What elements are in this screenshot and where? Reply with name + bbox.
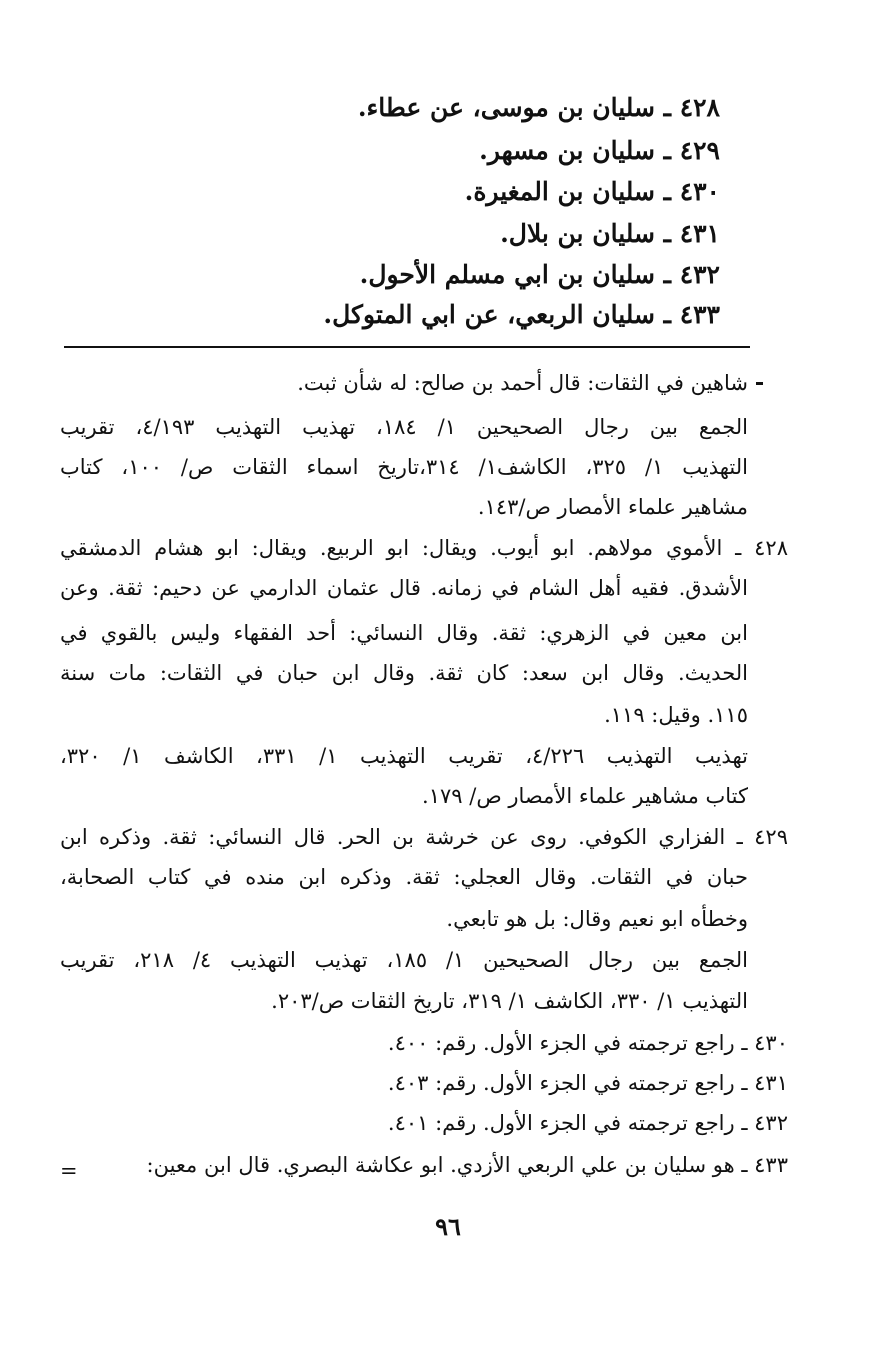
continuation-mark: = [60,1159,78,1183]
bullet-marker [756,382,763,385]
footnote-line: ١١٥. وقيل: ١١٩. [604,703,748,727]
footnote-line: الجمع بين رجال الصحيحين ١/ ١٨٤، تهذيب التهذيب ٤/١٩٣، تقريب [60,415,748,439]
footnote-line: التهذيب ١/ ٣٢٥، الكاشف١/ ٣١٤،تاريخ اسماء الثقات ص/ ١٠٠، كتاب [60,455,748,479]
entry-heading: ٤٣٠ ـ سليان بن المغيرة. [464,177,720,206]
footnote-line: الجمع بين رجال الصحيحين ١/ ١٨٥، تهذيب التهذيب ٤/ ٢١٨، تقريب [60,948,748,972]
entry-heading: ٤٣٢ ـ سليان بن ابي مسلم الأحول. [359,260,720,289]
footnote-line: الأشدق. فقيه أهل الشام في زمانه. قال عثمان الدارمي عن دحيم: ثقة. وعن [60,576,748,600]
footnote-entry-430: ٤٣٠ ـ راجع ترجمته في الجزء الأول. رقم: ٤٠٠. [387,1031,788,1055]
footnote-line: مشاهير علماء الأمصار ص/١٤٣. [477,495,748,519]
footnote-divider [64,346,750,348]
footnote-entry-433: ٤٣٣ ـ هو سليان بن علي الربعي الأزدي. ابو عكاشة البصري. قال ابن معين: [146,1153,788,1177]
footnote-line: شاهين في الثقات: قال أحمد بن صالح: له شأن ثبت. [297,371,748,395]
entry-heading: ٤٢٩ ـ سليان بن مسهر. [479,136,720,165]
footnote-line: الحديث. وقال ابن سعد: كان ثقة. وقال ابن حبان في الثقات: مات سنة [60,661,748,685]
footnote-line: كتاب مشاهير علماء الأمصار ص/ ١٧٩. [422,784,748,808]
footnote-line: وخطأه ابو نعيم وقال: بل هو تابعي. [446,907,748,931]
entry-heading: ٤٢٨ ـ سليان بن موسى، عن عطاء. [357,93,720,122]
footnote-line: حبان في الثقات. وقال العجلي: ثقة. وذكره ابن منده في كتاب الصحابة، [60,865,748,889]
footnote-line: تهذيب التهذيب ٤/٢٢٦، تقريب التهذيب ١/ ٣٣١، الكاشف ١/ ٣٢٠، [60,744,748,768]
footnote-line: التهذيب ١/ ٣٣٠، الكاشف ١/ ٣١٩، تاريخ الثقات ص/٢٠٣. [271,989,748,1013]
footnote-entry-431: ٤٣١ ـ راجع ترجمته في الجزء الأول. رقم: ٤٠٣. [387,1071,788,1095]
footnote-entry-432: ٤٣٢ ـ راجع ترجمته في الجزء الأول. رقم: ٤٠١. [387,1111,788,1135]
entry-heading: ٤٣١ ـ سليان بن بلال. [500,219,720,248]
entry-heading: ٤٣٣ ـ سليان الربعي، عن ابي المتوكل. [323,300,720,329]
page-number: ٩٦ [435,1212,461,1241]
footnote-entry-428: ٤٢٨ ـ الأموي مولاهم. ابو أيوب. ويقال: ابو الربيع. ويقال: ابو هشام الدمشقي [60,536,788,560]
footnote-line: ابن معين في الزهري: ثقة. وقال النسائي: أحد الفقهاء وليس بالقوي في [60,621,748,645]
footnote-entry-429: ٤٢٩ ـ الفزاري الكوفي. روى عن خرشة بن الحر. قال النسائي: ثقة. وذكره ابن [60,825,788,849]
